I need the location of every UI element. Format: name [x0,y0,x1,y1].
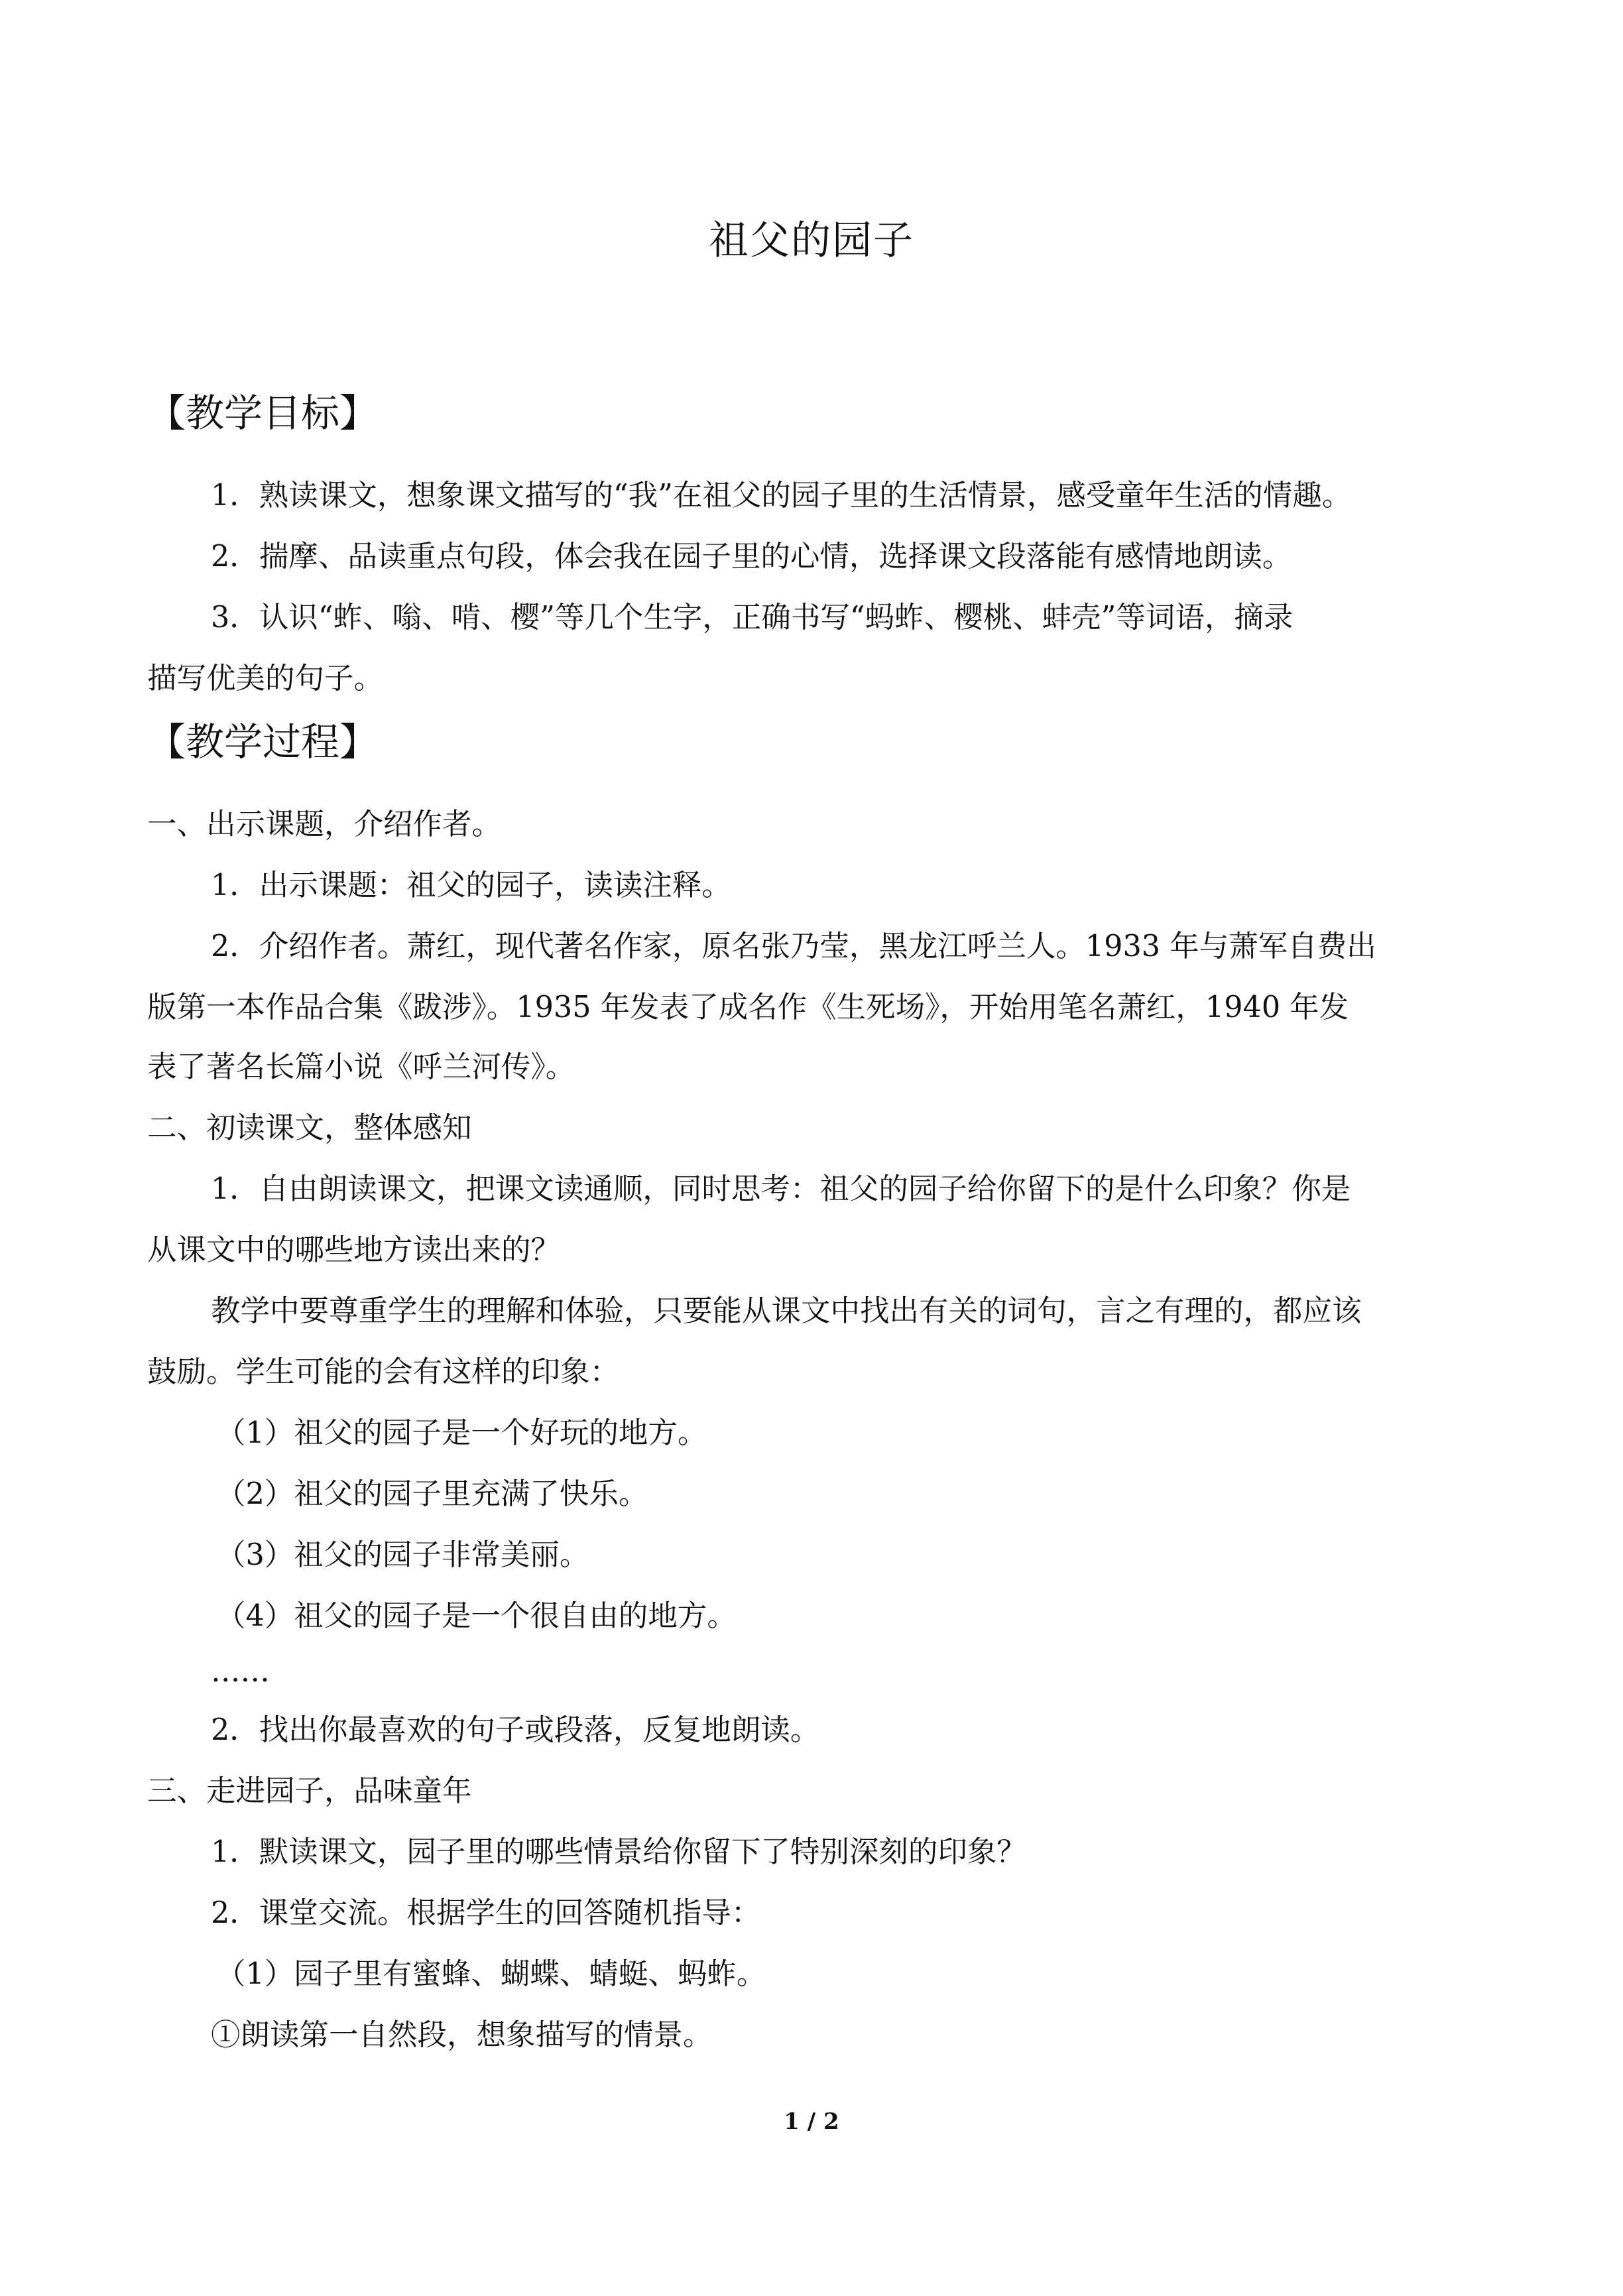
paragraph-line: 描写优美的句子。 [147,662,384,695]
paragraph-line: 2．介绍作者。萧红，现代著名作家，原名张乃莹，黑龙江呼兰人。1933 年与萧军自费出 [211,930,1376,963]
section-subheading: 三、走进园子，品味童年 [147,1774,472,1808]
paragraph-line: 教学中要尊重学生的理解和体验，只要能从课文中找出有关的词句，言之有理的，都应该 [211,1294,1362,1328]
paragraph-line: 2．揣摩、品读重点句段，体会我在园子里的心情，选择课文段落能有感情地朗读。 [211,540,1292,574]
paragraph-line: 1．出示课题：祖父的园子，读读注释。 [211,869,731,902]
section-subheading: 一、出示课题，介绍作者。 [147,808,502,841]
list-item: ①朗读第一自然段，想象描写的情景。 [211,2018,713,2052]
paragraph-line: 1．默读课文，园子里的哪些情景给你留下了特别深刻的印象？ [211,1835,1026,1869]
section-subheading: 二、初读课文，整体感知 [147,1111,472,1145]
paragraph-line: 表了著名长篇小说《呼兰河传》。 [147,1050,575,1084]
paragraph-line: 鼓励。学生可能的会有这样的印象： [147,1355,620,1389]
paragraph-line: 版第一本作品合集《跋涉》。1935 年发表了成名作《生死场》，开始用笔名萧红，1940 年发 [147,991,1349,1024]
section-heading-process: 【教学过程】 [147,719,379,764]
list-item: （1）祖父的园子是一个好玩的地方。 [216,1416,707,1450]
list-item: （3）祖父的园子非常美丽。 [216,1538,589,1572]
document-title: 祖父的园子 [709,217,914,264]
paragraph-line: 2．课堂交流。根据学生的回答随机指导： [211,1896,761,1930]
list-item: （2）祖父的园子里充满了快乐。 [216,1477,648,1511]
list-item: （1）园子里有蜜蜂、蝴蝶、蜻蜓、蚂蚱。 [216,1957,766,1991]
list-item: （4）祖父的园子是一个很自由的地方。 [216,1599,737,1633]
section-heading-objectives: 【教学目标】 [147,391,379,436]
ellipsis: …… [211,1655,270,1689]
paragraph-line: 3．认识“蚱、嗡、啃、樱”等几个生字，正确书写“蚂蚱、樱桃、蚌壳”等词语，摘录 [211,601,1293,634]
paragraph-line: 从课文中的哪些地方读出来的？ [147,1233,561,1267]
paragraph-line: 1．自由朗读课文，把课文读通顺，同时思考：祖父的园子给你留下的是什么印象？你是 [211,1172,1351,1206]
paragraph-line: 1．熟读课文，想象课文描写的“我”在祖父的园子里的生活情景，感受童年生活的情趣。 [211,479,1352,513]
paragraph-line: 2．找出你最喜欢的句子或段落，反复地朗读。 [211,1713,820,1747]
page-number: 1 / 2 [784,2108,839,2135]
